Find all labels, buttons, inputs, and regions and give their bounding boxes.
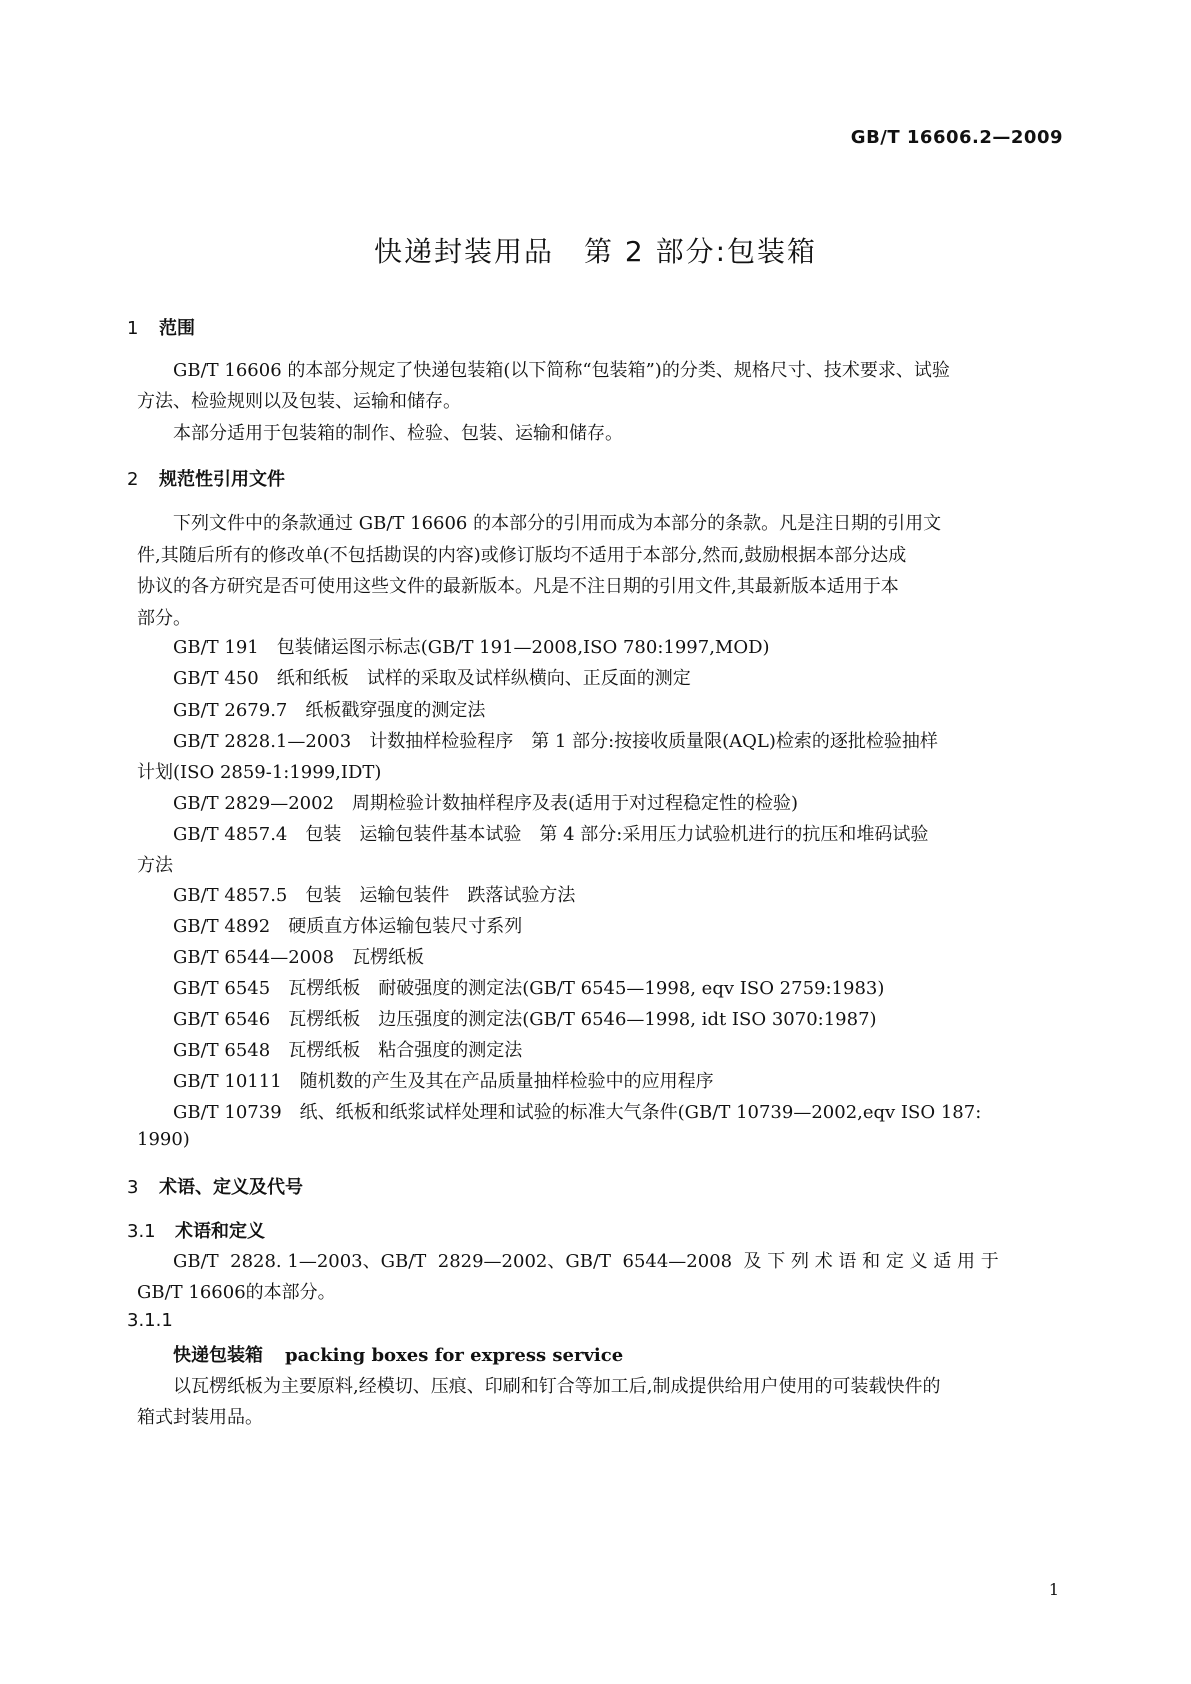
section-3-number: 3 [127, 1177, 139, 1198]
section-2-para-line-3: 协议的各方研究是否可使用这些文件的最新版本。凡是不注日期的引用文件,其最新版本适用于本 [137, 576, 899, 597]
section-2-para-line-2: 件,其随后所有的修改单(不包括勘误的内容)或修订版均不适用于本部分,然而,鼓励根据本部分达成 [137, 545, 907, 566]
ref-item-continuation: 计划(ISO 2859-1:1999,IDT) [137, 762, 382, 783]
ref-item: GB/T 6548 瓦楞纸板 粘合强度的测定法 [173, 1040, 523, 1061]
ref-item: GB/T 4857.5 包装 运输包装件 跌落试验方法 [173, 885, 576, 906]
ref-item: GB/T 6544—2008 瓦楞纸板 [173, 947, 425, 968]
section-3-title: 术语、定义及代号 [159, 1177, 303, 1198]
ref-item: GB/T 6546 瓦楞纸板 边压强度的测定法(GB/T 6546—1998, idt ISO 3070:1987) [173, 1009, 877, 1030]
ref-item: GB/T 2828.1—2003 计数抽样检验程序 第 1 部分:按接收质量限(AQL)检索的逐批检验抽样 [173, 731, 938, 752]
section-1-title: 范围 [159, 318, 195, 339]
section-3-heading [127, 1173, 303, 1199]
ref-item: GB/T 2679.7 纸板戳穿强度的测定法 [173, 700, 486, 721]
section-2-title: 规范性引用文件 [159, 469, 285, 490]
document-title: 快递封装用品 第 2 部分:包装箱 [373, 235, 818, 268]
section-2-heading [127, 465, 285, 491]
ref-item: GB/T 10111 随机数的产生及其在产品质量抽样检验中的应用程序 [173, 1071, 714, 1092]
section-1-para-1-line-2: 方法、检验规则以及包装、运输和储存。 [137, 391, 461, 412]
subsection-3-1-1-number: 3.1.1 [127, 1310, 173, 1331]
section-1-number: 1 [127, 318, 139, 339]
subsection-3-1-title: 术语和定义 [175, 1221, 265, 1242]
term-definition-line-2: 箱式封装用品。 [137, 1407, 263, 1428]
ref-item: GB/T 6545 瓦楞纸板 耐破强度的测定法(GB/T 6545—1998, eqv ISO 2759:1983) [173, 978, 885, 999]
standard-code: GB/T 16606.2—2009 [850, 127, 1063, 148]
term-entry [173, 1341, 623, 1367]
subsection-3-1-number: 3.1 [127, 1221, 156, 1242]
ref-item: GB/T 4892 硬质直方体运输包装尺寸系列 [173, 916, 523, 937]
ref-item-continuation: 方法 [137, 855, 173, 876]
ref-item: GB/T 10739 纸、纸板和纸浆试样处理和试验的标准大气条件(GB/T 10739—2002,eqv ISO 187: [173, 1102, 982, 1123]
term-english: packing boxes for express service [285, 1345, 624, 1366]
subsection-3-1-1-heading [127, 1310, 175, 1331]
subsection-3-1-heading [127, 1217, 265, 1243]
ref-item: GB/T 4857.4 包装 运输包装件基本试验 第 4 部分:采用压力试验机进行的抗压和堆码试验 [173, 824, 929, 845]
definition-scope-line-2: GB/T 16606的本部分。 [137, 1282, 336, 1303]
section-1-heading [127, 314, 195, 340]
section-1-para-1-line-1: GB/T 16606 的本部分规定了快递包装箱(以下简称“包装箱”)的分类、规格尺寸、技术要求、试验 [173, 360, 950, 381]
ref-item-continuation: 1990) [137, 1129, 190, 1150]
term-definition-line-1: 以瓦楞纸板为主要原料,经模切、压痕、印刷和钉合等加工后,制成提供给用户使用的可装载快件的 [173, 1376, 941, 1397]
term-chinese: 快递包装箱 [173, 1345, 263, 1366]
ref-item: GB/T 450 纸和纸板 试样的采取及试样纵横向、正反面的测定 [173, 668, 691, 689]
section-2-para-line-1: 下列文件中的条款通过 GB/T 16606 的本部分的引用而成为本部分的条款。凡是注日期的引用文 [173, 513, 942, 534]
ref-item: GB/T 191 包装储运图示标志(GB/T 191—2008,ISO 780:1997,MOD) [173, 637, 770, 658]
definition-scope-line-1: GB/T 2828. 1—2003、GB/T 2829—2002、GB/T 6544—2008 及 下 列 术 语 和 定 义 适 用 于 [173, 1251, 999, 1272]
section-2-para-line-4: 部分。 [137, 608, 191, 629]
section-1-para-2: 本部分适用于包装箱的制作、检验、包装、运输和储存。 [173, 423, 623, 444]
page-number: 1 [1048, 1580, 1059, 1599]
section-2-number: 2 [127, 469, 139, 490]
ref-item: GB/T 2829—2002 周期检验计数抽样程序及表(适用于对过程稳定性的检验) [173, 793, 799, 814]
